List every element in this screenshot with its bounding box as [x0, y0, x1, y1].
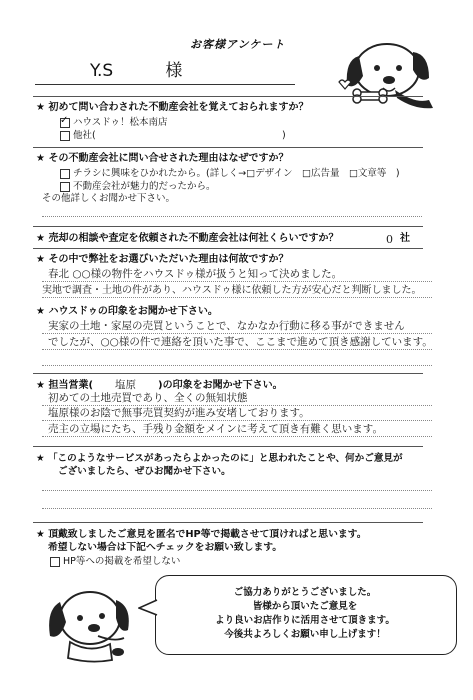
question-7-line-2: ございましたら、ぜひお聞かせ下さい。: [58, 466, 231, 477]
divider: [33, 147, 423, 148]
q3-unit: 社: [400, 233, 410, 244]
divider: [33, 446, 423, 447]
divider: [33, 96, 423, 97]
survey-title: お客様アンケート: [190, 38, 286, 51]
q5-answer-line-1: 実家の土地・家屋の売買ということで、なかなか行動に移る事ができません: [48, 320, 405, 332]
answer-line: [42, 281, 432, 282]
answer-line: [42, 333, 432, 334]
q2-option-2: 不動産会社が魅力的だったから。: [60, 181, 216, 193]
divider: [33, 522, 423, 523]
closing-message: [160, 586, 450, 642]
q1-option-2: 他社(: [60, 130, 96, 142]
answer-line: [42, 436, 432, 437]
checkbox[interactable]: [60, 182, 70, 192]
question-3: ★ 売却の相談や査定を依頼された不動産会社は何社くらいですか？: [36, 233, 339, 244]
question-8-line-1: ★ 頂戴致しましたご意見を匿名でHP等で掲載させて頂ければと思います。: [36, 529, 367, 540]
question-2: ★ その不動産会社に問い合せされた理由はなぜですか？: [36, 153, 289, 164]
checkbox[interactable]: [60, 169, 70, 179]
checkbox[interactable]: [60, 131, 70, 141]
answer-line: [42, 508, 432, 509]
question-5: ★ ハウスドゥの印象をお聞かせ下さい。: [36, 306, 218, 317]
q2-option-1: チラシに興味をひかれたから。(詳しく→□デザイン □広告量 □文章等 ): [60, 168, 400, 180]
answer-line: [42, 216, 422, 217]
question-6: ★ 担当営業( 塩原 )の印象をお聞かせ下さい。: [36, 379, 283, 391]
q6-answer-line-2: 塩原様のお陰で無事売買契約が進み安堵しております。: [48, 407, 310, 419]
q8-option: HP等への掲載を希望しない: [50, 556, 180, 568]
staff-name: 塩原: [115, 379, 137, 391]
divider: [33, 226, 423, 227]
closing-line-2: 皆様から頂いたご意見を: [252, 601, 358, 612]
divider: [33, 373, 423, 374]
q1-option-1: ✓ハウスドゥ！松本南店: [60, 117, 167, 129]
answer-line: [42, 490, 432, 491]
checkbox[interactable]: [50, 557, 60, 567]
answer-line: [42, 420, 432, 421]
q2-other-label: その他詳しくお聞かせ下さい。: [42, 193, 176, 204]
q5-answer-line-2: でしたが、○○様の件で連絡を頂いた事で、ここまで進めて頂き感謝しています。: [48, 336, 433, 348]
customer-name: Y.S: [90, 61, 114, 81]
q4-answer-line-2: 実地で調査・土地の件があり、ハウスドゥ様に依頼した方が安心だと判断しました。: [42, 285, 422, 296]
name-underline: [35, 84, 295, 85]
question-1: ★ 初めて問い合わされた不動産会社を覚えておられますか？: [36, 102, 309, 113]
closing-line-1: ご協力ありがとうございました。: [233, 587, 377, 598]
answer-line: [42, 365, 432, 366]
question-7-line-1: ★ 「このようなサービスがあったらよかったのに」と思われたことや、何かご意見が: [36, 453, 403, 464]
q6-answer-line-1: 初めての土地売買であり、全くの無知状態: [48, 392, 248, 404]
honorific: 様: [165, 61, 183, 81]
question-8-line-2: 希望しない場合は下記へチェックをお願い致します。: [48, 542, 283, 553]
q3-answer: 0: [386, 233, 393, 246]
speech-bubble-tail: [138, 598, 160, 618]
question-4: ★ その中で弊社をお選びいただいた理由は何故ですか？: [36, 254, 289, 265]
dog-illustration-top: [325, 30, 440, 115]
q4-answer-line-1: 春北 ○○様の物件をハウスドゥ様が扱うと知って決めました。: [48, 268, 343, 280]
closing-line-4: 今後共よろしくお願い申し上げます！: [224, 629, 386, 640]
closing-line-3: より良いお店作りに活用させて頂きます。: [215, 615, 395, 626]
q6-answer-line-3: 売主の立場にたち、手残り金額をメインに考えて頂き有難く思います。: [48, 423, 383, 435]
answer-line: [42, 297, 432, 298]
answer-line: [42, 349, 432, 350]
q1-close-paren: ): [282, 130, 286, 141]
customer-name-field: [90, 56, 182, 81]
answer-line: [42, 405, 432, 406]
divider: [33, 248, 423, 249]
dog-illustration-bottom: [40, 580, 150, 665]
checkbox-checked[interactable]: [60, 118, 70, 128]
